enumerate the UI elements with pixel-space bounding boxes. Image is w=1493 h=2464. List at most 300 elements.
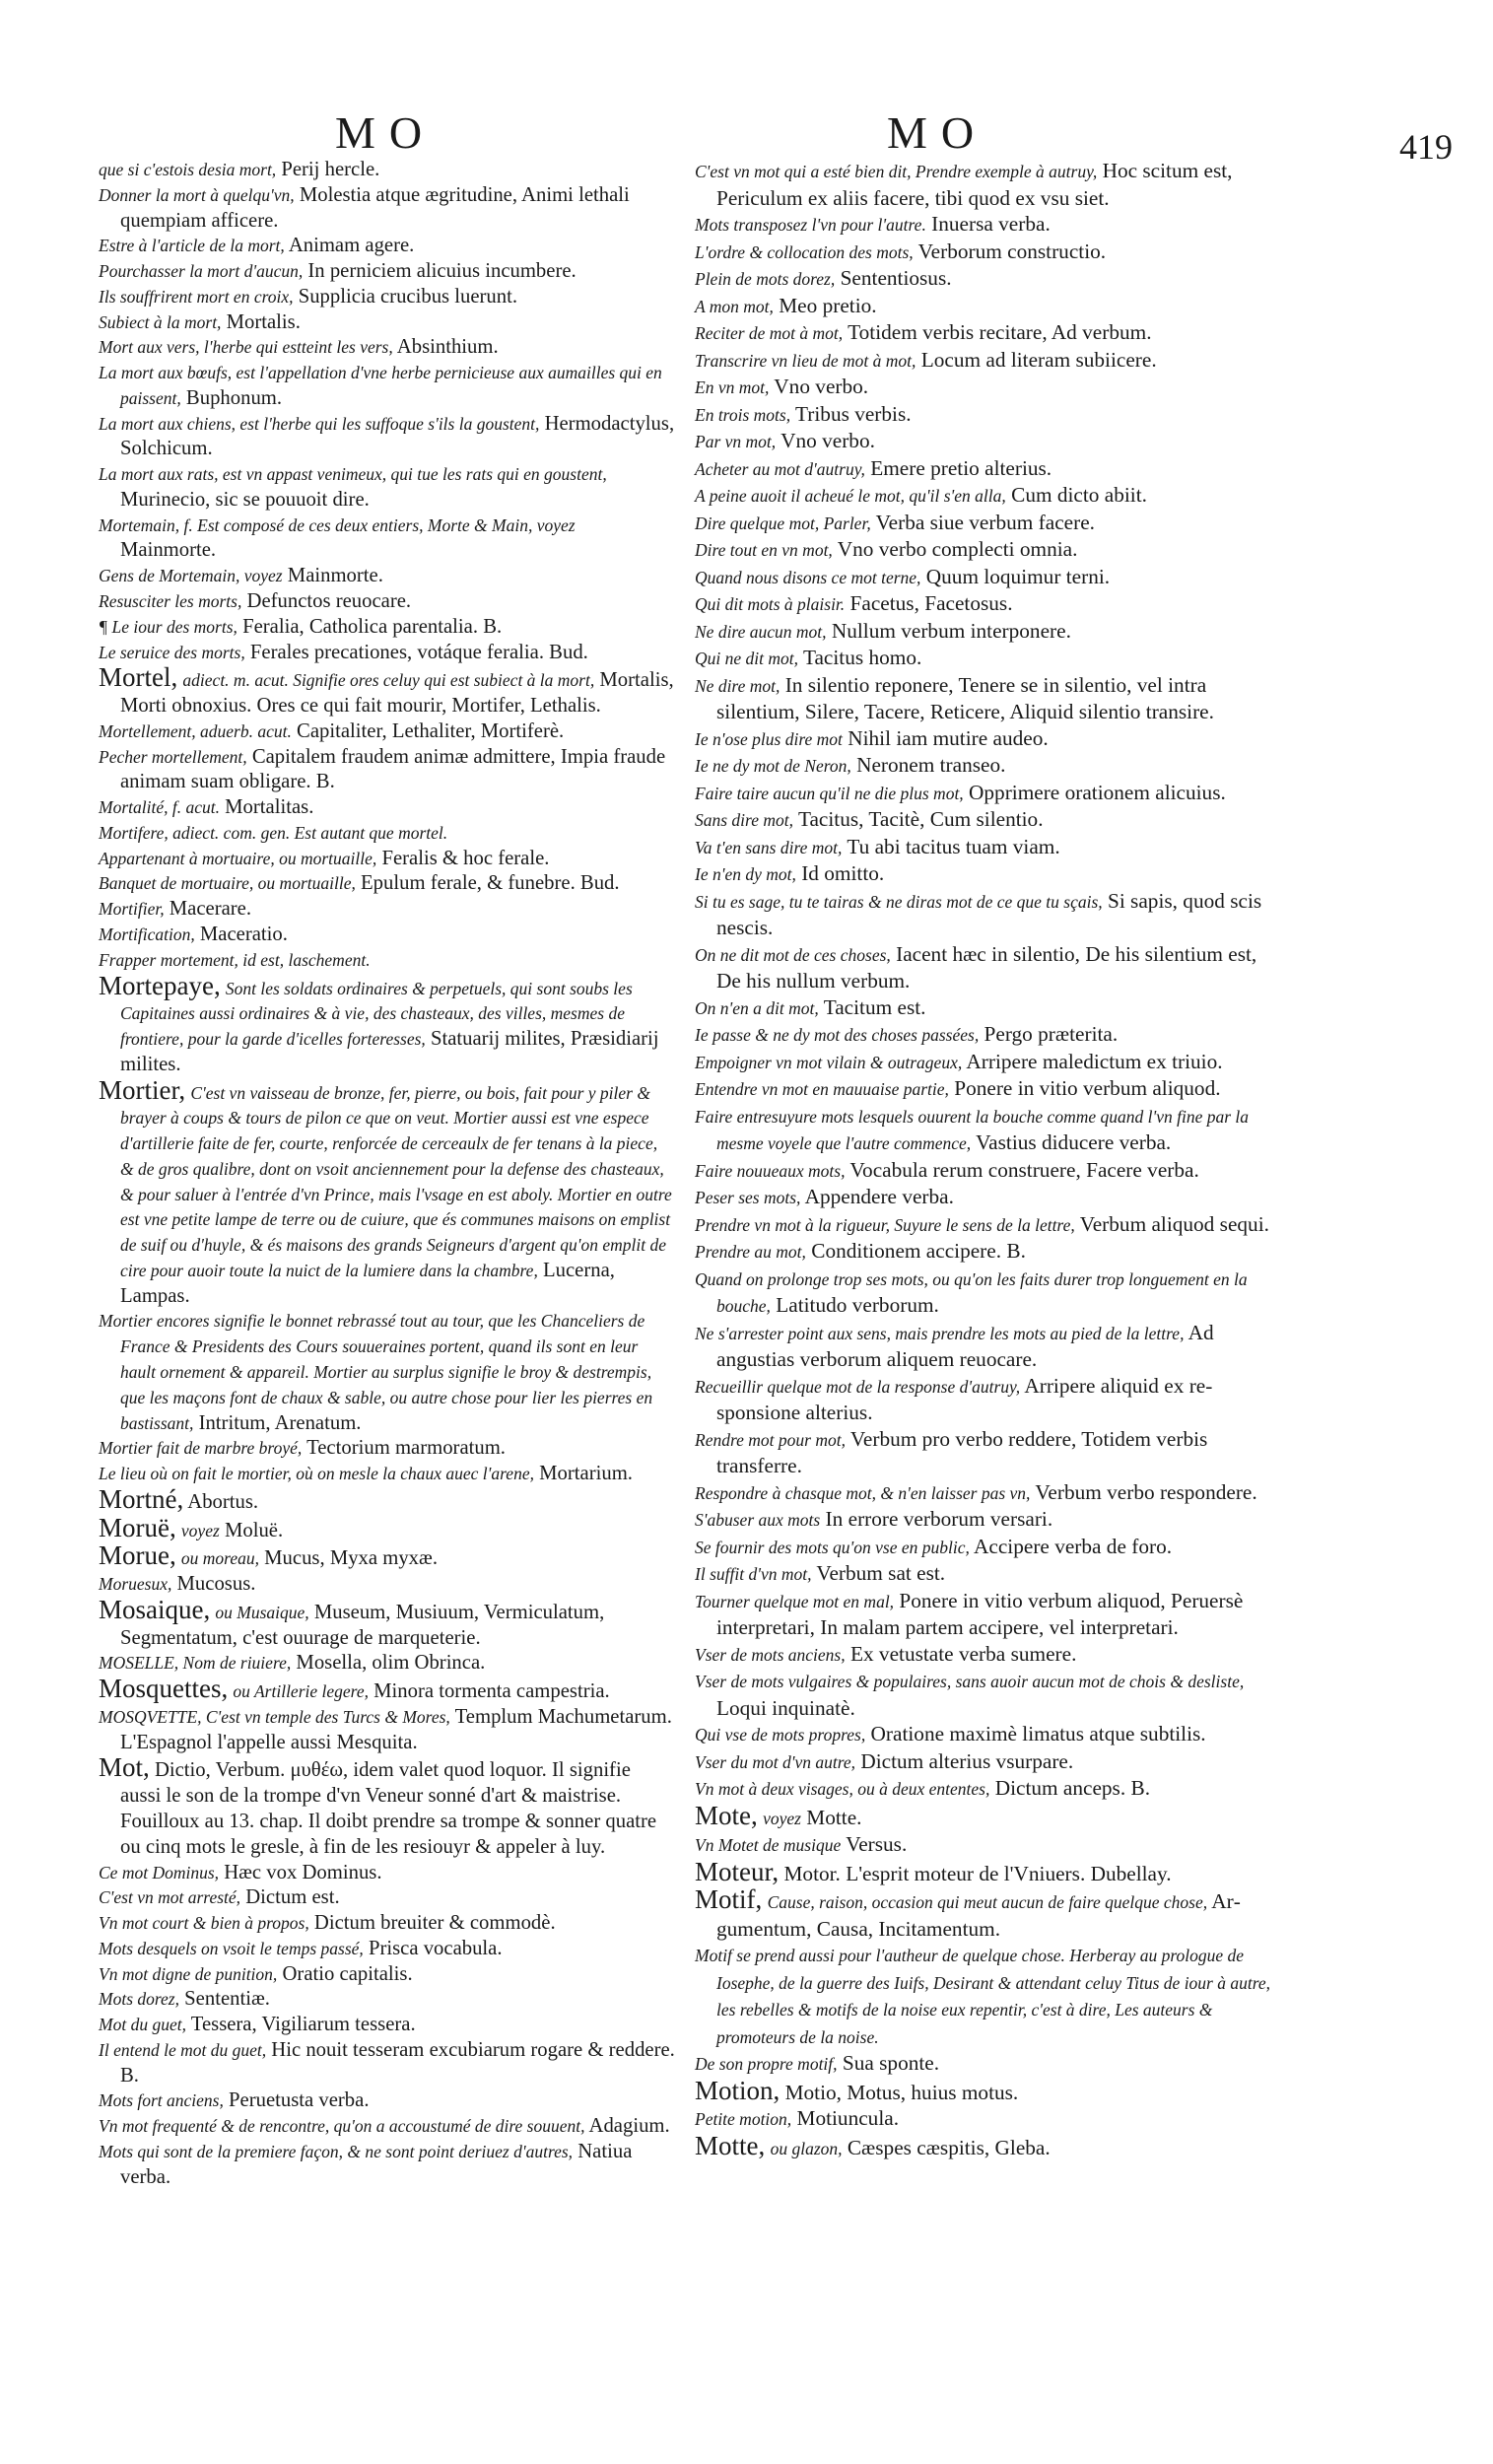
french-gloss: La mort aux rats, est vn appast venimeux, qui tue les rats qui en goustent, [99, 464, 607, 485]
french-gloss: C'est vn mot arresté, [99, 1887, 241, 1908]
dictionary-entry [695, 482, 1271, 510]
dictionary-entry [695, 536, 1271, 564]
french-gloss: Mortier encores signifie le bonnet rebrassé tout au tour, que les Chanceliers de France & Presidents des Cours souueraines portent, quand ils sont en leur hault ornement & appareil. Mortier au surplus signifie le broy & destrempis, que les maçons font de chaux & sable, ou autre chose pour lier les pierres en bastissant, [99, 1311, 653, 1433]
dictionary-entry [99, 615, 675, 641]
latin-equivalent: Nullum verbum interponere. [831, 618, 1071, 643]
latin-equivalent: Adagium. [588, 2115, 670, 2138]
dictionary-entry [695, 590, 1271, 618]
dictionary-entry [695, 319, 1271, 347]
latin-equivalent: Cum dicto abiit. [1011, 483, 1147, 507]
dictionary-entry [99, 847, 675, 872]
dictionary-entry [695, 510, 1271, 537]
dictionary-entry [99, 1436, 675, 1462]
dictionary-entry [695, 1479, 1271, 1507]
french-gloss: Sans dire mot, [695, 810, 793, 830]
french-gloss: Il suffit d'vn mot, [695, 1564, 812, 1584]
dictionary-entry [695, 1320, 1271, 1373]
latin-equivalent: Ex vetustate verba sumere. [849, 1641, 1077, 1666]
headword: Motte, [695, 2130, 766, 2160]
latin-equivalent: Verbum pro verbo reddere, Totidem verbis transferre. [716, 1426, 1208, 1477]
dictionary-entry [695, 1800, 1271, 1832]
headword: Mortier, [99, 1074, 186, 1105]
dictionary-entry [99, 923, 675, 948]
dictionary-entry [695, 672, 1271, 725]
french-gloss: Cause, raison, occasion qui meut aucun de faire quelque chose, [767, 1892, 1208, 1912]
french-gloss: Qui vse de mots propres, [695, 1725, 866, 1745]
latin-equivalent: Mortalis, Morti obnoxius. Ores ce qui fait mourir, Mortifer, Lethalis. [120, 669, 674, 718]
dictionary-entry [695, 1668, 1271, 1721]
latin-equivalent: Quum loquimur terni. [925, 564, 1111, 588]
latin-equivalent: Templum Machumetarum. L'Espagnol l'appelle aussi Mesquita. [120, 1705, 672, 1753]
latin-equivalent: Tacitus, Tacitè, Cum silentio. [797, 807, 1044, 831]
latin-equivalent: In perniciem alicuius incumbere. [307, 260, 577, 283]
french-gloss: Ie ne dy mot de Neron, [695, 756, 851, 776]
french-gloss: Vn mot à deux visages, ou à deux ententes, [695, 1779, 990, 1799]
dictionary-entry [695, 158, 1271, 211]
dictionary-entry [695, 1775, 1271, 1803]
dictionary-entry [99, 897, 675, 923]
dictionary-entry [695, 834, 1271, 861]
dictionary-entry [99, 871, 675, 897]
french-gloss: Dire quelque mot, Parler, [695, 513, 871, 533]
latin-equivalent: Meo pretio. [779, 293, 877, 317]
dictionary-entry [695, 1021, 1271, 1049]
dictionary-entry [695, 941, 1271, 994]
dictionary-entry [695, 1588, 1271, 1641]
french-gloss: C'est vn mot qui a esté bien dit, Prendre exemple à autruy, [695, 162, 1098, 181]
dictionary-entry [99, 1962, 675, 1988]
latin-equivalent: Mainmorte. [120, 539, 217, 562]
dictionary-entry [695, 1942, 1271, 2050]
french-gloss: Par vn mot, [695, 432, 777, 451]
dictionary-entry [99, 1752, 675, 1860]
latin-equivalent: Peruetusta verba. [229, 2089, 370, 2112]
latin-equivalent: Abortus. [187, 1490, 259, 1513]
french-gloss: Mots dorez, [99, 1989, 179, 2010]
french-gloss: Pourchasser la mort d'aucun, [99, 261, 304, 282]
dictionary-entry [99, 412, 675, 463]
latin-equivalent: Tacitum est. [823, 994, 926, 1019]
french-gloss: Mortemain, f. Est composé de ces deux entiers, Morte & Main, voyez [99, 514, 576, 535]
latin-equivalent: Intritum, Arenatum. [198, 1411, 362, 1434]
dictionary-entry [695, 618, 1271, 646]
headword: Motif, [695, 1884, 763, 1914]
french-gloss: Mots qui sont de la premiere façon, & ne sont point deriuez d'autres, [99, 2141, 574, 2161]
page-number: 419 [1399, 127, 1453, 167]
latin-equivalent: Inuersa verba. [931, 212, 1051, 236]
french-gloss: voyez [763, 1808, 801, 1828]
french-gloss: On n'en a dit mot, [695, 997, 819, 1018]
latin-equivalent: Verbum aliquod sequi. [1079, 1211, 1269, 1236]
french-gloss: C'est vn vaisseau de bronze, fer, pierre, ou bois, fait pour y piler & brayer à coups & tours de pilon ce que on veut. Mortier aussi est vne espece d'artillerie faite de fer, courte, renforcée de cerceaulx de fer tenans à la piece, & de gros qualibre, dont on vsoit anciennement pour la defense des chasteaux, & pour saluer à l'entrée d'vn Prince, mais l'vsage en est aboly. Mortier en outre est vne petite lampe de terre ou de cuiure, que és communes maisons on emplist de suif ou d'huyle, & és maisons des grands Seigneurs d'argent qu'on emplit de cire pour auoir toute la nuict de la lumiere dans la chambre, [120, 1082, 672, 1280]
french-gloss: Mortifier, [99, 899, 165, 920]
running-header-right: MO [887, 107, 988, 158]
french-gloss: Plein de mots dorez, [695, 269, 836, 289]
dictionary-entry [695, 1426, 1271, 1479]
french-gloss: Dire tout en vn mot, [695, 540, 833, 560]
latin-equivalent: Macerare. [169, 898, 252, 921]
french-gloss: Vn mot court & bien à propos, [99, 1913, 309, 1934]
french-gloss: Ie n'en dy mot, [695, 864, 796, 884]
french-gloss: Motif se prend aussi pour l'autheur de quelque chose. Herberay au prologue de Iosephe, de la guerre des Iuifs, Desirant & attendant celuy Titus de iour à autre, les rebelles & motifs de la noise eux repentir, c'est à dire, Les auteurs & promoteurs de la noise. [695, 1946, 1271, 2047]
latin-equivalent: Arripere aliquid ex responsione alterius. [716, 1373, 1213, 1424]
dictionary-entry [695, 2050, 1271, 2078]
dictionary-entry [99, 1483, 675, 1516]
latin-equivalent: Moluë. [224, 1519, 284, 1541]
french-gloss: Mort aux vers, l'herbe qui estteint les vers, [99, 337, 393, 358]
dictionary-entry [99, 795, 675, 821]
dictionary-entry [99, 1987, 675, 2013]
french-gloss: Donner la mort à quelqu'vn, [99, 184, 295, 205]
latin-equivalent: Hermodactylus, Solchicum. [120, 412, 675, 460]
french-gloss: Mortification, [99, 924, 195, 944]
latin-equivalent: Ferales precationes, votáque feralia. Bud. [249, 641, 588, 663]
latin-equivalent: Molestia atque ægritudine, Animi lethali quempiam afficere. [120, 183, 630, 232]
dictionary-entry [695, 1103, 1271, 1157]
french-gloss: Pecher mortellement, [99, 746, 247, 767]
latin-equivalent: Verbum sat est. [816, 1561, 946, 1585]
french-gloss: La mort aux bœufs, est l'appellation d'vne herbe pernicieuse aux aumailles qui en paissent, [99, 363, 662, 408]
latin-equivalent: Tribus verbis. [795, 401, 912, 426]
latin-equivalent: Mucosus. [176, 1573, 256, 1596]
dictionary-entry [695, 211, 1271, 239]
latin-equivalent: Loqui inquinatè. [716, 1695, 855, 1720]
latin-equivalent: Statuarij milites, Præsidiarij milites. [120, 1028, 659, 1075]
latin-equivalent: Hæc vox Dominus. [224, 1861, 382, 1883]
dictionary-entry [99, 1705, 675, 1756]
french-gloss: Peser ses mots, [695, 1188, 801, 1207]
latin-equivalent: Verba siue verbum facere. [875, 510, 1095, 534]
latin-equivalent: Supplicia crucibus luerunt. [298, 285, 518, 308]
latin-equivalent: Verbum verbo respondere. [1035, 1479, 1257, 1504]
dictionary-entry [695, 752, 1271, 780]
dictionary-entry [695, 1373, 1271, 1426]
french-gloss: Ie n'ose plus dire mot [695, 728, 843, 749]
latin-equivalent: Natiua verba. [120, 2140, 633, 2188]
french-gloss: Ils souffrirent mort en croix, [99, 286, 294, 307]
french-gloss: Transcrire vn lieu de mot à mot, [695, 350, 916, 371]
dictionary-entry [695, 1748, 1271, 1776]
dictionary-entry [99, 259, 675, 285]
latin-equivalent: Opprimere orationem alicuius. [969, 780, 1226, 804]
latin-equivalent: Museum, Musiuum, Vermiculatum, Segmentatum, c'est ouurage de marqueterie. [120, 1601, 605, 1649]
latin-equivalent: Dictio, Verbum. μυθέω, idem valet quod loquor. Il signifie aussi le son de la trompe d'vn Veneur sonné d'art & maistrise. Fouilloux au 13. chap. Il doibt prendre sa trompe & sonner quatre ou cinq mots le gresle, à fin de les resiouyr & appeler à luy. [120, 1759, 657, 1858]
french-gloss: Ne dire mot, [695, 675, 780, 696]
latin-equivalent: Hic nouit tesseram excubiarum rogare & reddere. B. [120, 2038, 675, 2087]
french-gloss: Mortalité, f. acut. [99, 797, 220, 818]
dictionary-entry [695, 1641, 1271, 1669]
dictionary-entry [99, 513, 675, 565]
french-gloss: Acheter au mot d'autruy, [695, 458, 865, 479]
latin-equivalent: Verborum constructio. [917, 239, 1107, 263]
latin-equivalent: Totidem verbis recitare, Ad verbum. [848, 320, 1152, 344]
french-gloss: Il entend le mot du guet, [99, 2039, 267, 2060]
french-gloss: Frapper mortement, id est, laschement. [99, 949, 371, 970]
latin-equivalent: Dictum anceps. B. [994, 1776, 1151, 1800]
dictionary-entry [695, 1211, 1271, 1239]
dictionary-entry [695, 374, 1271, 401]
dictionary-entry [695, 239, 1271, 266]
dictionary-entry [99, 2140, 675, 2191]
french-gloss: MOSELLE, Nom de riuiere, [99, 1653, 292, 1674]
headword: Mosquettes, [99, 1674, 229, 1704]
dictionary-entry [99, 821, 675, 847]
latin-equivalent: Dictum alterius vsurpare. [860, 1748, 1074, 1773]
latin-equivalent: Neronem transeo. [856, 753, 1006, 777]
latin-equivalent: Mosella, olim Obrinca. [296, 1652, 486, 1675]
french-gloss: Estre à l'article de la mort, [99, 236, 285, 256]
latin-equivalent: Vocabula rerum construere, Facere verba. [849, 1157, 1199, 1182]
dictionary-entry [695, 2075, 1271, 2106]
latin-equivalent: Ponere in vitio verbum aliquod. [954, 1076, 1221, 1100]
french-gloss: MOSQVETTE, C'est vn temple des Turcs & Mores, [99, 1706, 450, 1727]
dictionary-entry [695, 1831, 1271, 1859]
latin-equivalent: Ad angustias verborum aliquem reuocare. [716, 1320, 1214, 1371]
latin-equivalent: Accipere verba de foro. [974, 1534, 1173, 1558]
latin-equivalent: In silentio reponere, Tenere se in silentio, vel intra silentium, Silere, Tacere, Reticere, Aliquid silentio transire. [716, 672, 1214, 723]
dictionary-entry [99, 462, 675, 513]
dictionary-entry [99, 310, 675, 336]
dictionary-entry [99, 285, 675, 310]
dictionary-entry [99, 234, 675, 259]
dictionary-entry [695, 1075, 1271, 1103]
french-gloss: Va t'en sans dire mot, [695, 837, 843, 857]
latin-equivalent: Mortalitas. [225, 796, 314, 819]
dictionary-entry [99, 564, 675, 589]
latin-equivalent: Absinthium. [396, 336, 499, 359]
dictionary-entry [695, 1184, 1271, 1211]
french-gloss: S'abuser aux mots [695, 1510, 821, 1530]
dictionary-entry [695, 1534, 1271, 1561]
dictionary-entry [695, 265, 1271, 293]
french-gloss: Empoigner vn mot vilain & outrageux, [695, 1052, 963, 1072]
french-gloss: ¶ Le iour des morts, [99, 616, 238, 637]
french-gloss: Le lieu où on fait le mortier, où on mesle la chaux auec l'arene, [99, 1464, 534, 1484]
dictionary-entry [695, 2130, 1271, 2162]
headword: Motion, [695, 2075, 780, 2105]
dictionary-entry [695, 347, 1271, 375]
latin-equivalent: Epulum ferale, & funebre. Bud. [361, 872, 620, 895]
french-gloss: Ce mot Dominus, [99, 1862, 220, 1882]
dictionary-entry [99, 1309, 675, 1436]
dictionary-entry [99, 361, 675, 412]
french-gloss: Resusciter les morts, [99, 591, 242, 612]
dictionary-entry [695, 888, 1271, 941]
latin-equivalent: Dictum est. [245, 1886, 340, 1909]
dictionary-entry [695, 1157, 1271, 1185]
latin-equivalent: Feralia, Catholica parentalia. B. [242, 615, 503, 638]
latin-equivalent: Tessera, Vigiliarum tessera. [190, 2014, 416, 2036]
latin-equivalent: Mucus, Myxa myxæ. [264, 1547, 438, 1570]
latin-equivalent: Motor. L'esprit moteur de l'Vniuers. Dubellay. [783, 1861, 1172, 1885]
headword: Moteur, [695, 1856, 780, 1886]
latin-equivalent: Motiuncula. [796, 2106, 900, 2130]
french-gloss: De son propre motif, [695, 2054, 838, 2074]
french-gloss: En vn mot, [695, 377, 770, 397]
headword: Mortepaye, [99, 970, 221, 1000]
french-gloss: ou Artillerie legere, [233, 1681, 369, 1702]
dictionary-entry [695, 806, 1271, 834]
dictionary-entry [99, 1674, 675, 1705]
dictionary-entry [695, 1560, 1271, 1588]
latin-equivalent: Locum ad literam subiicere. [920, 347, 1157, 372]
latin-equivalent: Ponere in vitio verbum aliquod, Peruersè interpretari, In malam partem accipere, vel interpretari. [716, 1588, 1244, 1639]
dictionary-entry [99, 1911, 675, 1937]
french-gloss: A peine auoit il acheué le mot, qu'il s'en alla, [695, 486, 1006, 506]
dictionary-entry [99, 970, 675, 1078]
dictionary-entry [99, 719, 675, 745]
latin-equivalent: Hoc scitum est, Periculum ex aliis facere, tibi quod ex vsu siet. [716, 159, 1233, 210]
french-gloss: En trois mots, [695, 404, 791, 425]
french-gloss: Mortellement, aduerb. acut. [99, 720, 292, 741]
dictionary-entry [99, 183, 675, 235]
latin-equivalent: Capitaliter, Lethaliter, Mortiferè. [297, 719, 565, 742]
latin-equivalent: Vno verbo complecti omnia. [837, 537, 1078, 561]
latin-equivalent: Tacitus homo. [802, 646, 922, 669]
french-gloss: Subiect à la mort, [99, 311, 222, 332]
latin-equivalent: Maceratio. [199, 923, 288, 945]
latin-equivalent: Oratione maximè limatus atque subtilis. [870, 1722, 1206, 1745]
dictionary-entry [695, 1266, 1271, 1320]
french-gloss: Le seruice des morts, [99, 642, 245, 662]
french-gloss: Vn mot frequenté & de rencontre, qu'on a accoustumé de dire souuent, [99, 2116, 585, 2137]
french-gloss: Faire nouueaux mots, [695, 1160, 846, 1181]
french-gloss: Faire entresuyure mots lesquels ouurent la bouche comme quand l'vn fine par la mesme voyele que l'autre commence, [695, 1106, 1250, 1153]
dictionary-entry [695, 725, 1271, 753]
dictionary-entry [99, 1885, 675, 1911]
dictionary-entry [695, 2105, 1271, 2133]
dictionary-entry [99, 1462, 675, 1487]
latin-equivalent: Cæspes cæspitis, Gleba. [847, 2135, 1051, 2159]
dictionary-entry [695, 1856, 1271, 1887]
latin-equivalent: Nihil iam mutire audeo. [848, 725, 1049, 750]
dictionary-entry [99, 1540, 675, 1572]
right-column [695, 158, 1271, 2161]
dictionary-entry [695, 564, 1271, 591]
french-gloss: Sont les soldats ordinaires & perpetuels, qui sont soubs les Capitaines aussi ordinaires & à vie, des chasteaux, des villes, mesmes de frontiere, pour la garde d'icelles forteresses, [120, 978, 633, 1050]
dictionary-entry [99, 745, 675, 796]
french-gloss: adiect. m. acut. Signifie ores celuy qui est subiect à la mort, [182, 670, 595, 691]
latin-equivalent: Vno verbo. [774, 375, 869, 398]
latin-equivalent: Versus. [846, 1832, 908, 1856]
french-gloss: Banquet de mortuaire, ou mortuaille, [99, 873, 356, 894]
french-gloss: Qui ne dit mot, [695, 649, 798, 668]
french-gloss: Vser de mots anciens, [695, 1644, 846, 1665]
latin-equivalent: Mainmorte. [287, 565, 383, 587]
dictionary-entry [695, 994, 1271, 1022]
french-gloss: ou Musaique, [215, 1602, 309, 1622]
running-header-left: MO [335, 107, 437, 158]
french-gloss: Respondre à chasque mot, & n'en laisser pas vn, [695, 1482, 1031, 1503]
latin-equivalent: Sua sponte. [842, 2051, 940, 2075]
dictionary-entry [99, 335, 675, 361]
dictionary-entry [695, 293, 1271, 320]
dictionary-entry [99, 2114, 675, 2140]
latin-equivalent: Id omitto. [801, 861, 885, 885]
french-gloss: Ne s'arrester point aux sens, mais prendre les mots au pied de la lettre, [695, 1323, 1185, 1343]
french-gloss: que si c'estois desia mort, [99, 160, 277, 179]
dictionary-entry [99, 589, 675, 615]
latin-equivalent: Oratio capitalis. [282, 1962, 413, 1985]
dictionary-entry [99, 1937, 675, 1962]
french-gloss: A mon mot, [695, 296, 774, 316]
french-gloss: Si tu es sage, tu te tairas & ne diras mot de ce que tu sçais, [695, 891, 1103, 912]
latin-equivalent: Animam agere. [288, 235, 415, 257]
headword: Mosaique, [99, 1594, 211, 1624]
latin-equivalent: Dictum breuiter & commodè. [313, 1912, 556, 1935]
dictionary-entry [99, 1512, 675, 1544]
dictionary-entry [99, 2013, 675, 2038]
french-gloss: Mortier fait de marbre broyé, [99, 1438, 303, 1459]
latin-equivalent: Argumentum, Causa, Incitamentum. [716, 1889, 1241, 1941]
latin-equivalent: Sententiæ. [184, 1988, 270, 2011]
latin-equivalent: Vno verbo. [780, 429, 875, 452]
dictionary-entry [99, 1594, 675, 1652]
dictionary-entry [695, 401, 1271, 429]
headword: Mot, [99, 1752, 150, 1783]
latin-equivalent: Lucerna, Lampas. [120, 1259, 615, 1307]
dictionary-entry [99, 641, 675, 666]
french-gloss: Mortifere, adiect. com. gen. Est autant que mortel. [99, 822, 448, 843]
latin-equivalent: Tectorium marmoratum. [306, 1437, 506, 1460]
dictionary-entry [99, 1861, 675, 1886]
latin-equivalent: Latitudo verborum. [776, 1293, 939, 1317]
french-gloss: La mort aux chiens, est l'herbe qui les suffoque s'ils la goustent, [99, 413, 540, 434]
french-gloss: Faire taire aucun qu'il ne die plus mot, [695, 783, 964, 803]
french-gloss: Vser de mots vulgaires & populaires, sans auoir aucun mot de chois & desliste, [695, 1672, 1245, 1691]
latin-equivalent: Arripere maledictum ex triuio. [966, 1049, 1223, 1073]
latin-equivalent: Conditionem accipere. B. [811, 1239, 1026, 1263]
french-gloss: voyez [180, 1520, 220, 1540]
french-gloss: Gens de Mortemain, voyez [99, 566, 283, 586]
latin-equivalent: Capitalem fraudem animæ admittere, Impia fraude animam suam obligare. B. [120, 745, 666, 793]
latin-equivalent: Emere pretio alterius. [870, 455, 1052, 480]
french-gloss: Mot du guet, [99, 2015, 186, 2035]
french-gloss: Vn Motet de musique [695, 1835, 842, 1855]
latin-equivalent: Murinecio, sic se pouuoit dire. [120, 488, 370, 511]
dictionary-entry [695, 1238, 1271, 1266]
french-gloss: Prendre vn mot à la rigueur, Suyure le sens de la lettre, [695, 1214, 1075, 1235]
french-gloss: ou moreau, [180, 1548, 259, 1569]
french-gloss: Vn mot digne de punition, [99, 1963, 278, 1984]
latin-equivalent: In errore verborum versari. [825, 1507, 1053, 1531]
french-gloss: Quand on prolonge trop ses mots, ou qu'on les faits durer trop longuement en la bouche, [695, 1268, 1248, 1316]
french-gloss: Reciter de mot à mot, [695, 323, 844, 343]
french-gloss: Ie passe & ne dy mot des choses passées, [695, 1025, 980, 1045]
french-gloss: Ne dire aucun mot, [695, 621, 827, 642]
latin-equivalent: Buphonum. [185, 386, 283, 409]
latin-equivalent: Motio, Motus, huius motus. [784, 2080, 1019, 2104]
french-gloss: Mots desquels on vsoit le temps passé, [99, 1938, 364, 1958]
french-gloss: Quand nous disons ce mot terne, [695, 567, 921, 587]
french-gloss: Appartenant à mortuaire, ou mortuaille, [99, 848, 377, 868]
french-gloss: L'ordre & collocation des mots, [695, 241, 914, 262]
dictionary-entry [695, 1049, 1271, 1076]
french-gloss: Vser du mot d'vn autre, [695, 1751, 856, 1772]
latin-equivalent: Facetus, Facetosus. [849, 591, 1013, 615]
latin-equivalent: Mortarium. [539, 1463, 633, 1485]
latin-equivalent: Defunctos reuocare. [246, 590, 412, 613]
french-gloss: Petite motion, [695, 2109, 792, 2129]
dictionary-entry [695, 1506, 1271, 1534]
french-gloss: Recueillir quelque mot de la response d'autruy, [695, 1376, 1021, 1397]
dictionary-entry [99, 662, 675, 719]
french-gloss: Mots fort anciens, [99, 2090, 224, 2111]
dictionary-entry [99, 158, 675, 183]
latin-equivalent: Prisca vocabula. [368, 1937, 503, 1959]
french-gloss: ou glazon, [770, 2138, 843, 2158]
latin-equivalent: Si sapis, quod scis nescis. [716, 888, 1262, 939]
